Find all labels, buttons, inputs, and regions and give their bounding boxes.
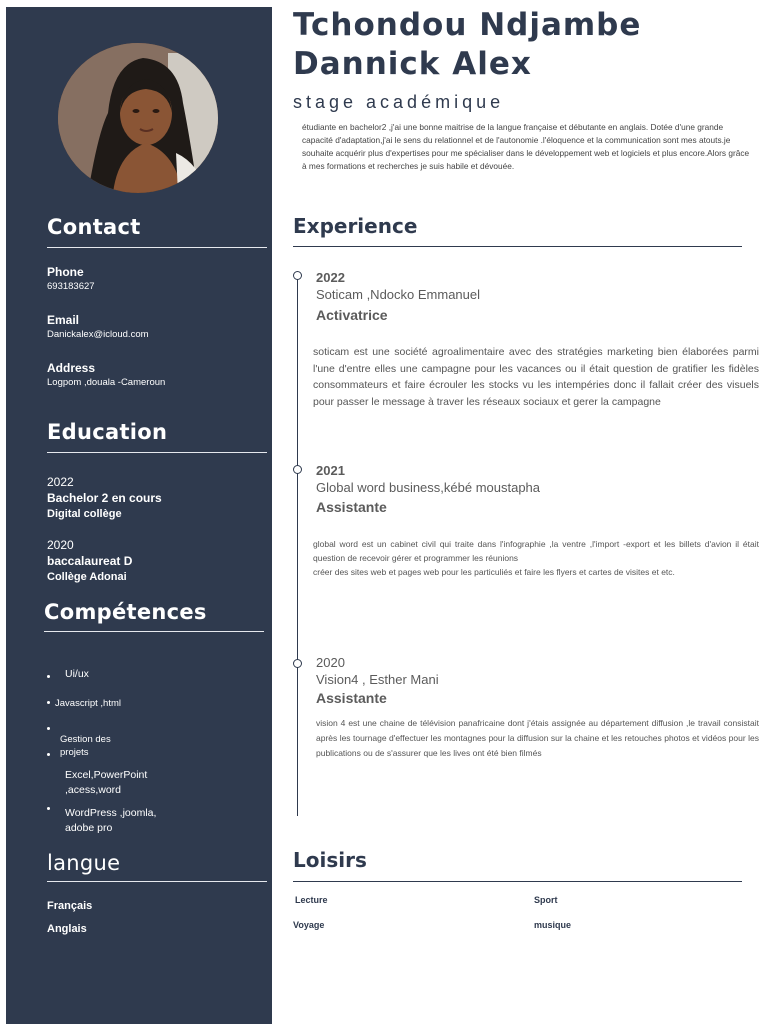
hobby-item: Voyage <box>293 920 325 930</box>
skill-item: Javascript ,html <box>55 698 121 709</box>
name-line-1: Tchondou Ndjambe <box>293 7 642 43</box>
experience-divider <box>293 246 742 247</box>
experience-year: 2022 <box>316 270 345 285</box>
education-year: 2020 <box>47 538 74 552</box>
hobbies-divider <box>293 881 742 882</box>
bullet-icon <box>47 727 50 730</box>
profile-summary: étudiante en bachelor2 ,j'ai une bonne maitrise de la langue française et débutante en anglais. Dotée d'une grande capacité d'adaptation,j'ai le sens du relationnel et de l'autonomie .l'éloquence et la communication sont mes atouts.je souhaite acquérir plus d'expertises pour me spécialiser dans le développement web et logiciels et plus encore.Alors grâce à mes formations et recherches je suis habile et dévouée. <box>302 122 750 171</box>
timeline-dot <box>293 465 302 474</box>
language-heading: langue <box>47 851 121 875</box>
education-year: 2022 <box>47 475 74 489</box>
experience-company: Soticam ,Ndocko Emmanuel <box>316 287 481 302</box>
hobbies-heading: Loisirs <box>293 848 367 872</box>
timeline-dot <box>293 271 302 280</box>
full-name <box>293 6 641 84</box>
experience-heading: Experience <box>293 214 418 238</box>
hobby-item: Lecture <box>295 895 328 905</box>
email-label: Email <box>47 313 80 327</box>
name-line-2: Dannick Alex <box>293 46 532 82</box>
bullet-icon <box>47 675 50 678</box>
bullet-icon <box>47 807 50 810</box>
hobby-item: Sport <box>534 895 558 905</box>
hobby-item: musique <box>534 920 572 930</box>
language-item: Français <box>47 900 93 912</box>
bullet-icon <box>47 753 50 756</box>
address-value: Logpom ,douala -Cameroun <box>47 377 166 388</box>
contact-heading: Contact <box>47 215 141 239</box>
education-school: Collège Adonai <box>47 571 127 583</box>
avatar <box>58 43 218 193</box>
timeline-dot <box>293 659 302 668</box>
language-divider <box>47 881 267 882</box>
skill-item: Ui/ux <box>65 668 89 680</box>
address-label: Address <box>47 361 96 375</box>
education-school: Digital collège <box>47 508 122 520</box>
timeline-line <box>297 276 298 816</box>
skill-item: WordPress ,joomla, adobe pro <box>65 807 157 834</box>
experience-year: 2020 <box>316 655 345 670</box>
education-degree: Bachelor 2 en cours <box>47 491 162 505</box>
experience-description: global word est un cabinet civil qui traite dans l'infographie ,la ventre ,l'import -export et les billets d'avion il était question de recevoir gérer et programmer les réunions <box>313 539 759 563</box>
profile-photo <box>58 43 218 193</box>
experience-year: 2021 <box>316 463 345 478</box>
contact-divider <box>47 247 267 248</box>
education-heading: Education <box>47 420 168 444</box>
language-item: Anglais <box>47 923 87 935</box>
experience-role: Assistante <box>316 690 387 706</box>
experience-description: vision 4 est une chaine de télévision panafricaine dont j'étais assignée au département diffusion ,le travail consistait après les tournage d'effectuer les montagnes pour la diffusion sur la chaine et les retouches photos et vidéos pour les publications ou de s'assurer que les lives ont été bien filmés <box>316 718 759 758</box>
experience-role: Activatrice <box>316 307 388 323</box>
job-title: stage académique <box>293 92 505 112</box>
education-degree: baccalaureat D <box>47 554 133 568</box>
phone-label: Phone <box>47 265 84 279</box>
skill-item: Gestion des projets <box>60 734 111 758</box>
sidebar <box>6 7 272 1024</box>
email-value: Danickalex@icloud.com <box>47 329 149 340</box>
experience-description-continued: créer des sites web et pages web pour les particuliés et faire les flyers et cartes de visites et etc. <box>313 567 675 577</box>
skill-item: Excel,PowerPoint ,acess,word <box>65 769 148 796</box>
phone-value: 693183627 <box>47 281 95 292</box>
experience-company: Global word business,kébé moustapha <box>316 480 541 495</box>
education-divider <box>47 452 267 453</box>
skills-divider <box>44 631 264 632</box>
experience-role: Assistante <box>316 499 387 515</box>
bullet-icon <box>47 701 50 704</box>
experience-company: Vision4 , Esther Mani <box>316 672 439 687</box>
experience-description: soticam est une société agroalimentaire avec des stratégies marketing bien élaborées parmi l'une d'entre elles une campagne pour les vacances ou il était question de gratifier les fidèles consommateurs et faire écrouler les stocks vu les intempéries donc il fallait créer des visuels pour passer le message à traver les réseaux sociaux et gerer la campagne <box>313 346 759 408</box>
skills-heading: Compétences <box>44 600 207 624</box>
